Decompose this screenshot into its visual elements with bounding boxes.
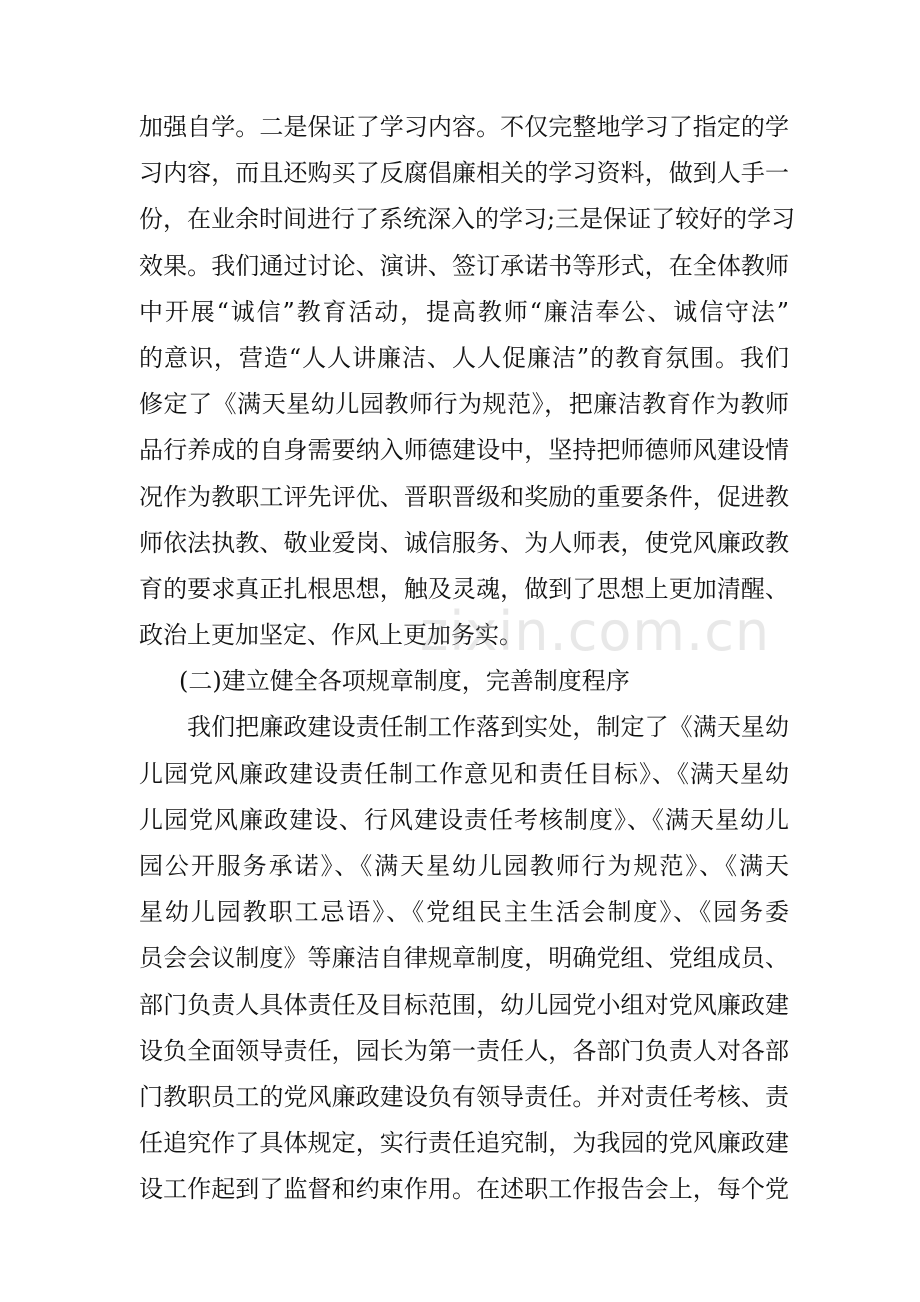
text-line: 的意识，营造“人人讲廉洁、人人促廉洁”的教育氛围。我们 xyxy=(139,343,789,372)
text-line: 设负全面领导责任，园长为第一责任人，各部门负责人对各部 xyxy=(139,1036,789,1065)
text-line: 品行养成的自身需要纳入师德建设中，坚持把师德师风建设情 xyxy=(139,436,789,465)
text-line: 修定了《满天星幼儿园教师行为规范》，把廉洁教育作为教师 xyxy=(139,390,789,419)
text-line: 儿园党风廉政建设、行风建设责任考核制度》、《满天星幼儿 xyxy=(139,805,789,834)
text-line: 加强自学。二是保证了学习内容。不仅完整地学习了指定的学 xyxy=(139,113,789,141)
text-line: 育的要求真正扎根思想，触及灵魂，做到了思想上更加清醒、 xyxy=(139,574,789,603)
text-line: 份，在业余时间进行了系统深入的学习;三是保证了较好的学习 xyxy=(139,205,796,234)
text-line: 师依法执教、敬业爱岗、诚信服务、为人师表，使党风廉政教 xyxy=(139,528,789,557)
document-body xyxy=(139,104,796,1213)
text-line: 园公开服务承诺》、《满天星幼儿园教师行为规范》、《满天 xyxy=(139,852,789,880)
text-line: 设工作起到了监督和约束作用。在述职工作报告会上，每个党 xyxy=(139,1175,789,1204)
text-line: 儿园党风廉政建设责任制工作意见和责任目标》、《满天星幼 xyxy=(139,759,789,788)
text-line: 况作为教职工评先评优、晋职晋级和奖励的重要条件，促进教 xyxy=(139,482,789,511)
text-line: 中开展“诚信”教育活动，提高教师“廉洁奉公、诚信守法” xyxy=(139,297,789,326)
section-heading: (二)建立健全各项规章制度，完善制度程序 xyxy=(179,667,630,696)
text-line: 员会会议制度》等廉洁自律规章制度，明确党组、党组成员、 xyxy=(139,944,789,973)
text-line: 门教职员工的党风廉政建设负有领导责任。并对责任考核、责 xyxy=(139,1082,789,1111)
text-line: 星幼儿园教职工忌语》、《党组民主生活会制度》、《园务委 xyxy=(139,898,789,927)
text-line: 任追究作了具体规定，实行责任追究制，为我园的党风廉政建 xyxy=(139,1129,789,1158)
text-line: 效果。我们通过讨论、演讲、签订承诺书等形式，在全体教师 xyxy=(139,251,789,280)
text-line: 习内容，而且还购买了反腐倡廉相关的学习资料，做到人手一 xyxy=(139,159,789,188)
watermark: zixin.com.cn xyxy=(420,600,771,663)
text-line: 部门负责人具体责任及目标范围，幼儿园党小组对党风廉政建 xyxy=(139,990,789,1019)
text-line: 我们把廉政建设责任制工作落到实处，制定了《满天星幼 xyxy=(187,713,789,742)
text-line: 政治上更加坚定、作风上更加务实。 xyxy=(139,621,523,650)
